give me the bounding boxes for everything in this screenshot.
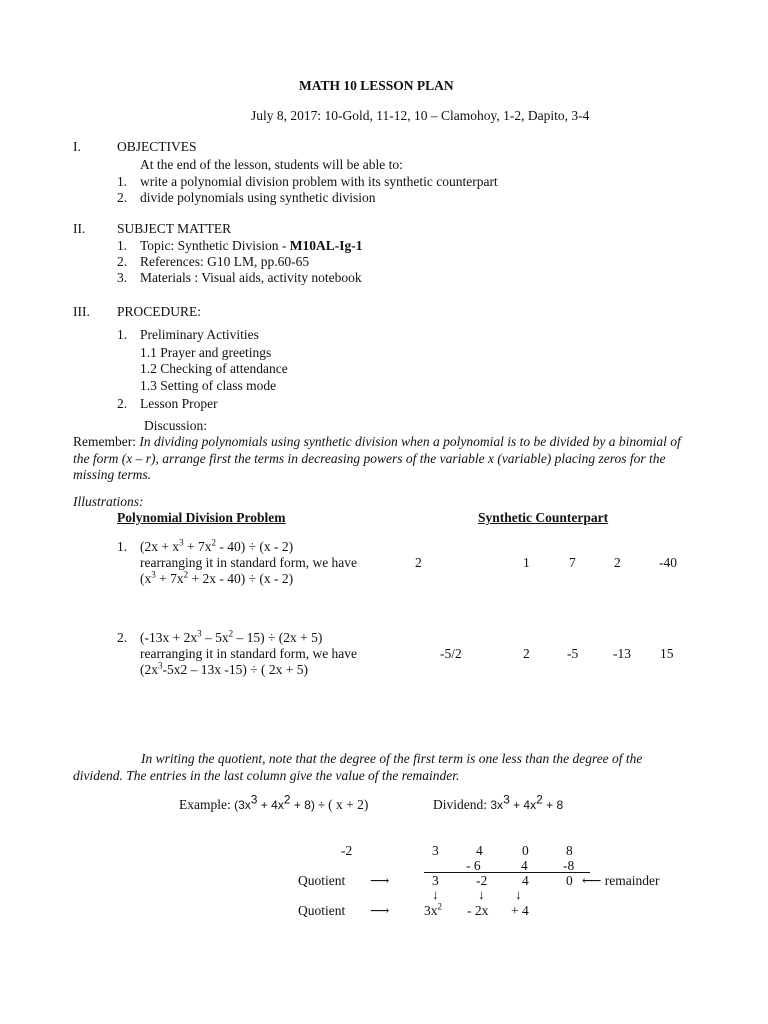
remainder-value: 0 (566, 873, 573, 888)
date-line: July 8, 2017: 10-Gold, 11-12, 10 – Clamohoy, 1-2, Dapito, 3-4 (251, 108, 590, 123)
expr-part: ( x + 2) (324, 797, 369, 812)
synthetic-value: -5/2 (440, 646, 462, 661)
exponent: 3 (250, 792, 258, 807)
section-heading: SUBJECT MATTER (117, 221, 232, 236)
down-arrow-icon: ↓ (515, 887, 522, 902)
exponent: 3 (158, 660, 163, 671)
list-number: 2. (117, 254, 128, 269)
synthetic-value: 7 (569, 555, 576, 570)
quotient-coefficient: -2 (476, 873, 488, 888)
dividend-line (433, 792, 564, 813)
objectives-intro: At the end of the lesson, students will be able to: (140, 157, 403, 172)
ex2-standard-form (140, 662, 308, 678)
topic-code: M10AL-Ig-1 (289, 238, 363, 253)
list-number: 1. (117, 539, 128, 554)
remember-label: Remember: (73, 434, 140, 449)
example-line (179, 792, 369, 813)
exponent: 3 (151, 569, 156, 580)
procedure-subitem: 1.3 Setting of class mode (140, 378, 277, 393)
ex2-rearrange-note: rearranging it in standard form, we have (140, 646, 358, 661)
quotient-label: Quotient (298, 903, 346, 918)
synthetic-value: -13 (613, 646, 631, 661)
exponent: 3 (503, 792, 510, 807)
lesson-proper: Lesson Proper (140, 396, 218, 411)
references-line: References: G10 LM, pp.60-65 (140, 254, 310, 269)
synthetic-value: 2 (415, 555, 422, 570)
exponent: 2 (283, 792, 291, 807)
procedure-subitem: 1.1 Prayer and greetings (140, 345, 272, 360)
exponent: 3 (197, 628, 202, 639)
column-header-left: Polynomial Division Problem (117, 510, 286, 525)
topic-line (140, 238, 363, 254)
expr-part: (x (140, 571, 152, 586)
list-number: 2. (117, 190, 128, 205)
quotient-note: In writing the quotient, note that the degree of the first term is one less than the degree of the dividend. The entries in the last column give the value of the remainder. (73, 751, 643, 783)
down-arrow-icon: ↓ (478, 887, 485, 902)
expr-part: (2x + x (140, 539, 180, 554)
expr-part: + 2x - 40) ÷ (x - 2) (188, 571, 294, 586)
synthetic-value: 2 (523, 646, 530, 661)
synthetic-value: 1 (523, 555, 530, 570)
row1-value: 0 (522, 843, 529, 858)
synthetic-value: -5 (567, 646, 579, 661)
ex2-problem (140, 630, 322, 646)
discussion-label: Discussion: (144, 418, 208, 433)
section-numeral: II. (73, 221, 86, 236)
expr-part: + 8 (542, 798, 564, 812)
right-arrow-icon: ⟶ (370, 903, 390, 918)
quotient-label: Quotient (298, 873, 346, 888)
exponent: 2 (228, 628, 234, 639)
row2-value: 4 (521, 858, 528, 873)
expr-part: 3x (424, 903, 438, 918)
expr-part: (2x (140, 662, 158, 677)
exponent: 3 (179, 537, 184, 548)
quotient-coefficient: 3 (432, 873, 439, 888)
row1-value: 4 (476, 843, 483, 858)
down-arrow-icon: ↓ (432, 887, 439, 902)
divisor-value: -2 (341, 843, 353, 858)
ex1-standard-form (140, 571, 293, 587)
expr-part: + 4x (257, 798, 284, 812)
list-number: 1. (117, 174, 128, 189)
synthetic-value: 15 (660, 646, 674, 661)
ex1-rearrange-note: rearranging it in standard form, we have (140, 555, 358, 570)
section-heading: PROCEDURE: (117, 304, 202, 319)
procedure-subitem: 1.2 Checking of attendance (140, 361, 288, 376)
objective-item: divide polynomials using synthetic division (140, 190, 376, 205)
row1-value: 3 (432, 843, 439, 858)
expr-part: + 8) ÷ (290, 798, 325, 812)
right-arrow-icon: ⟶ (370, 873, 390, 888)
illustrations-label: Illustrations: (73, 494, 144, 509)
quotient-term (424, 903, 442, 919)
page-title: MATH 10 LESSON PLAN (299, 78, 454, 93)
expr-part: + 7x (155, 571, 184, 586)
example-label: Example: (179, 797, 235, 812)
quotient-term: - 2x (467, 903, 489, 918)
preliminary-activities: Preliminary Activities (140, 327, 259, 342)
dividend-label: Dividend: (433, 797, 491, 812)
list-number: 1. (117, 238, 128, 253)
exponent: 2 (437, 901, 442, 912)
expr-part: -5x2 – 13x -15) ÷ ( 2x + 5) (162, 662, 309, 677)
list-number: 2. (117, 630, 128, 645)
list-number: 3. (117, 270, 128, 285)
section-numeral: III. (73, 304, 90, 319)
synthetic-value: 2 (614, 555, 621, 570)
exponent: 2 (211, 537, 216, 548)
exponent: 2 (183, 569, 189, 580)
section-heading: OBJECTIVES (117, 139, 197, 154)
exponent: 2 (536, 792, 543, 807)
row2-value: - 6 (466, 858, 481, 873)
remember-paragraph (73, 434, 687, 484)
list-number: 2. (117, 396, 128, 411)
column-header-right: Synthetic Counterpart (478, 510, 609, 525)
expr-part: + 4x (509, 798, 537, 812)
expr-part: (-13x + 2x (140, 630, 198, 645)
materials-line: Materials : Visual aids, activity notebook (140, 270, 362, 285)
section-numeral: I. (73, 139, 81, 154)
expr-part: (3x (234, 798, 251, 812)
quotient-term: + 4 (511, 903, 529, 918)
expr-part: - 40) ÷ (x - 2) (215, 539, 294, 554)
list-number: 1. (117, 327, 128, 342)
objective-item: write a polynomial division problem with its synthetic counterpart (140, 174, 498, 189)
expr-part: – 5x (201, 630, 229, 645)
topic-label: Topic: Synthetic Division - (140, 238, 290, 253)
synthetic-value: -40 (659, 555, 677, 570)
expr-part: 3x (490, 798, 504, 812)
quotient-coefficient: 4 (522, 873, 529, 888)
remainder-label: ⟵ remainder (582, 873, 660, 888)
expr-part: – 15) ÷ (2x + 5) (233, 630, 323, 645)
row1-value: 8 (566, 843, 573, 858)
remember-text: In dividing polynomials using synthetic division when a polynomial is to be divided by a binomial of the form (x – r), arrange first the terms in decreasing powers of the variable x (variable) placing zeros for the missing terms. (73, 434, 681, 482)
ex1-problem (140, 539, 293, 555)
expr-part: + 7x (183, 539, 212, 554)
row2-value: -8 (563, 858, 575, 873)
